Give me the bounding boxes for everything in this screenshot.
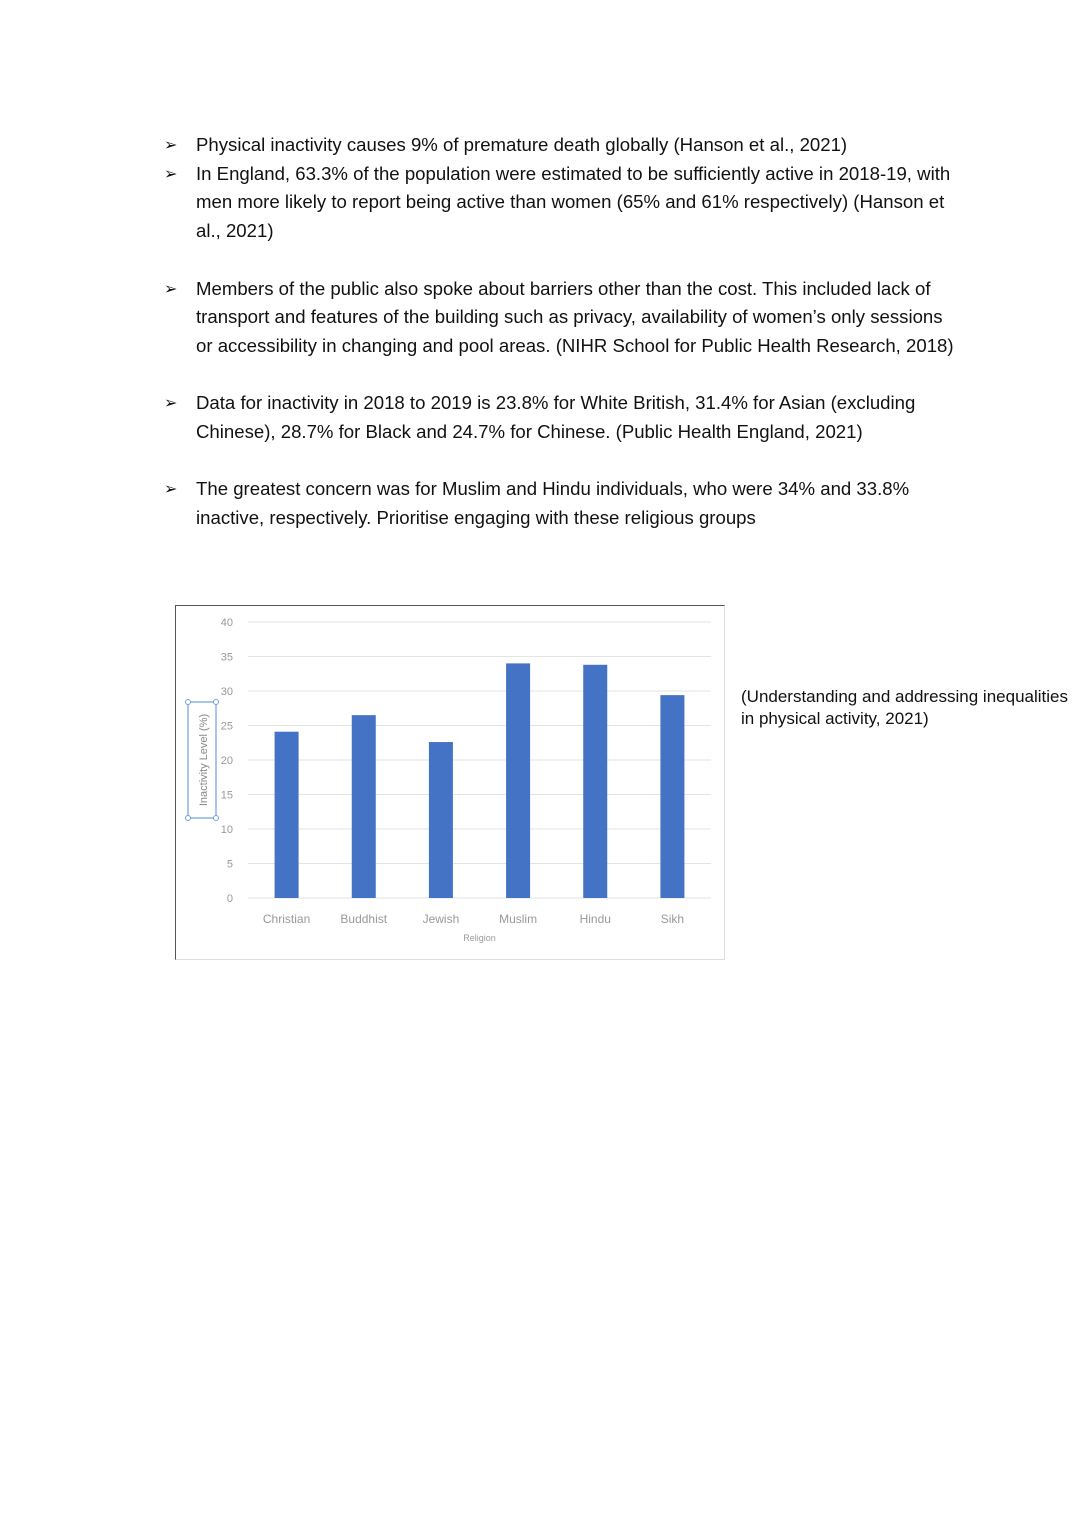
chart-citation: (Understanding and addressing inequalities in physical activity, 2021)	[741, 687, 1068, 728]
bullet-item	[160, 389, 960, 446]
y-tick-label: 0	[226, 893, 233, 905]
y-tick-label: 40	[220, 617, 233, 629]
bullet-item	[160, 131, 960, 160]
bullet-text: Members of the public also spoke about barriers other than the cost. This included lack of transport and features of the building such as privacy, availability of women’s only sessions or accessibility in changing and pool areas. (NIHR School for Public Health Research, 2018)	[196, 277, 954, 356]
bullet-item	[160, 275, 960, 361]
arrow-bullet-icon: ➢	[164, 479, 178, 499]
x-tick-label: Hindu	[579, 912, 611, 926]
selection-handle	[214, 700, 219, 705]
y-axis-title: Inactivity Level (%)	[198, 713, 210, 807]
bullet-text: The greatest concern was for Muslim and Hindu individuals, who were 34% and 33.8% inactive, respectively. Prioritise engaging with these religious groups	[196, 478, 910, 529]
x-tick-label: Sikh	[660, 912, 685, 926]
x-tick-label: Jewish	[422, 912, 460, 926]
bullet-item	[160, 475, 960, 532]
chart-svg	[176, 606, 726, 961]
x-axis-title: Religion	[463, 933, 496, 943]
bullet-text: Data for inactivity in 2018 to 2019 is 23.8% for White British, 31.4% for Asian (excluding Chinese), 28.7% for Black and 24.7% for Chinese. (Public Health England, 2021)	[196, 392, 916, 442]
arrow-bullet-icon: ➢	[164, 278, 178, 298]
y-tick-label: 25	[220, 720, 233, 733]
x-tick-label: Christian	[262, 912, 311, 926]
bullet-list	[160, 131, 960, 533]
bar-jewish	[429, 742, 453, 898]
selection-handle	[186, 700, 191, 705]
bar-sikh	[660, 695, 684, 898]
bar-muslim	[506, 663, 530, 898]
y-tick-label: 35	[220, 651, 233, 664]
bullet-text: Physical inactivity causes 9% of premature death globally (Hanson et al., 2021)	[196, 134, 848, 155]
y-tick-label: 15	[220, 789, 233, 802]
y-tick-label: 30	[220, 686, 233, 698]
bar-buddhist	[352, 715, 376, 898]
bar-christian	[275, 732, 299, 898]
x-tick-label: Muslim	[499, 912, 538, 926]
bar-chart	[175, 605, 725, 960]
y-tick-label: 20	[220, 755, 233, 767]
bar-hindu	[583, 665, 607, 898]
y-tick-label: 5	[226, 858, 233, 871]
arrow-bullet-icon: ➢	[164, 135, 178, 154]
bullet-item	[160, 160, 960, 246]
arrow-bullet-icon: ➢	[164, 393, 178, 413]
bullet-text: In England, 63.3% of the population were estimated to be sufficiently active in 2018-19, with men more likely to report being active than women (65% and 61% respectively) (Hanson et al., 2021)	[196, 162, 951, 242]
arrow-bullet-icon: ➢	[164, 163, 178, 183]
selection-handle	[186, 816, 191, 821]
selection-handle	[214, 816, 219, 821]
x-tick-label: Buddhist	[340, 912, 388, 926]
y-tick-label: 10	[220, 824, 233, 836]
